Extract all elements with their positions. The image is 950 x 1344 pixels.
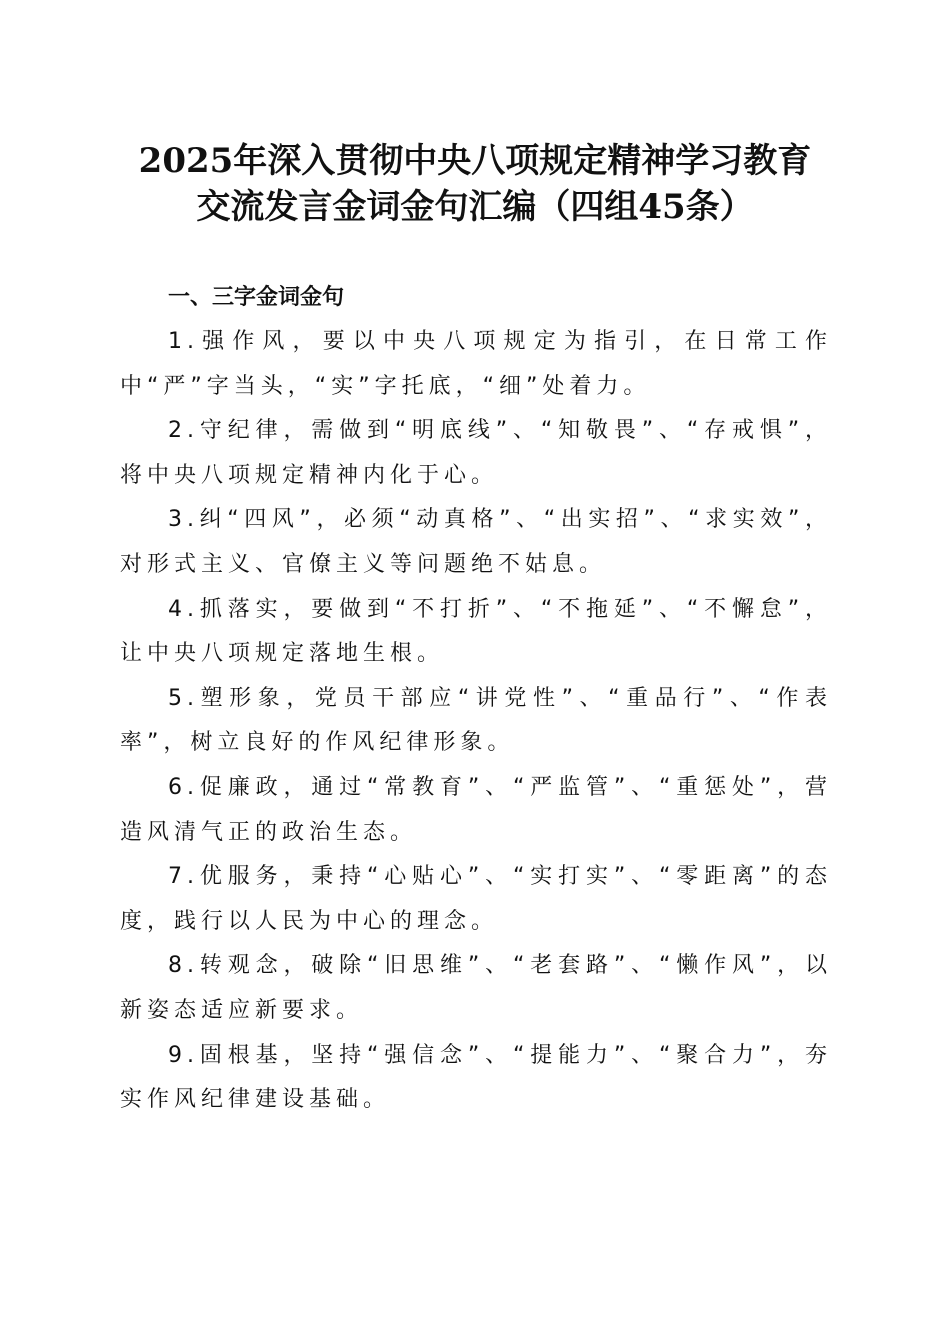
list-item: 8.转观念，破除“旧思维”、“老套路”、“懒作风”，以新姿态适应新要求。 (120, 953, 832, 1023)
list-item: 6.促廉政，通过“常教育”、“严监管”、“重惩处”，营造风清气正的政治生态。 (120, 774, 832, 845)
section-heading-three-character: 一、三字金词金句 (168, 285, 345, 310)
document-title-line-1: 2025年深入贯彻中央八项规定精神学习教育 (138, 141, 812, 181)
list-item: 3.纠“四风”，必须“动真格”、“出实招”、“求实效”，对形式主义、官僚主义等问题绝不姑息。 (120, 507, 832, 577)
list-item: 2.守纪律，需做到“明底线”、“知敬畏”、“存戒惧”，将中央八项规定精神内化于心。 (120, 418, 832, 488)
list-item: 9.固根基，坚持“强信念”、“提能力”、“聚合力”，夯实作风纪律建设基础。 (120, 1042, 832, 1113)
list-item: 7.优服务，秉持“心贴心”、“实打实”、“零距离”的态度，践行以人民为中心的理念。 (120, 864, 832, 934)
list-item: 5.塑形象，党员干部应“讲党性”、“重品行”、“作表率”，树立良好的作风纪律形象。 (120, 685, 832, 756)
list-item: 4.抓落实，要做到“不打折”、“不拖延”、“不懈怠”，让中央八项规定落地生根。 (120, 596, 832, 667)
section-body (120, 320, 832, 1123)
document-title-line-2: 交流发言金词金句汇编（四组45条） (196, 187, 754, 227)
list-item: 1.强作风，要以中央八项规定为指引，在日常工作中“严”字当头，“实”字托底，“细”处着力。 (120, 329, 832, 399)
